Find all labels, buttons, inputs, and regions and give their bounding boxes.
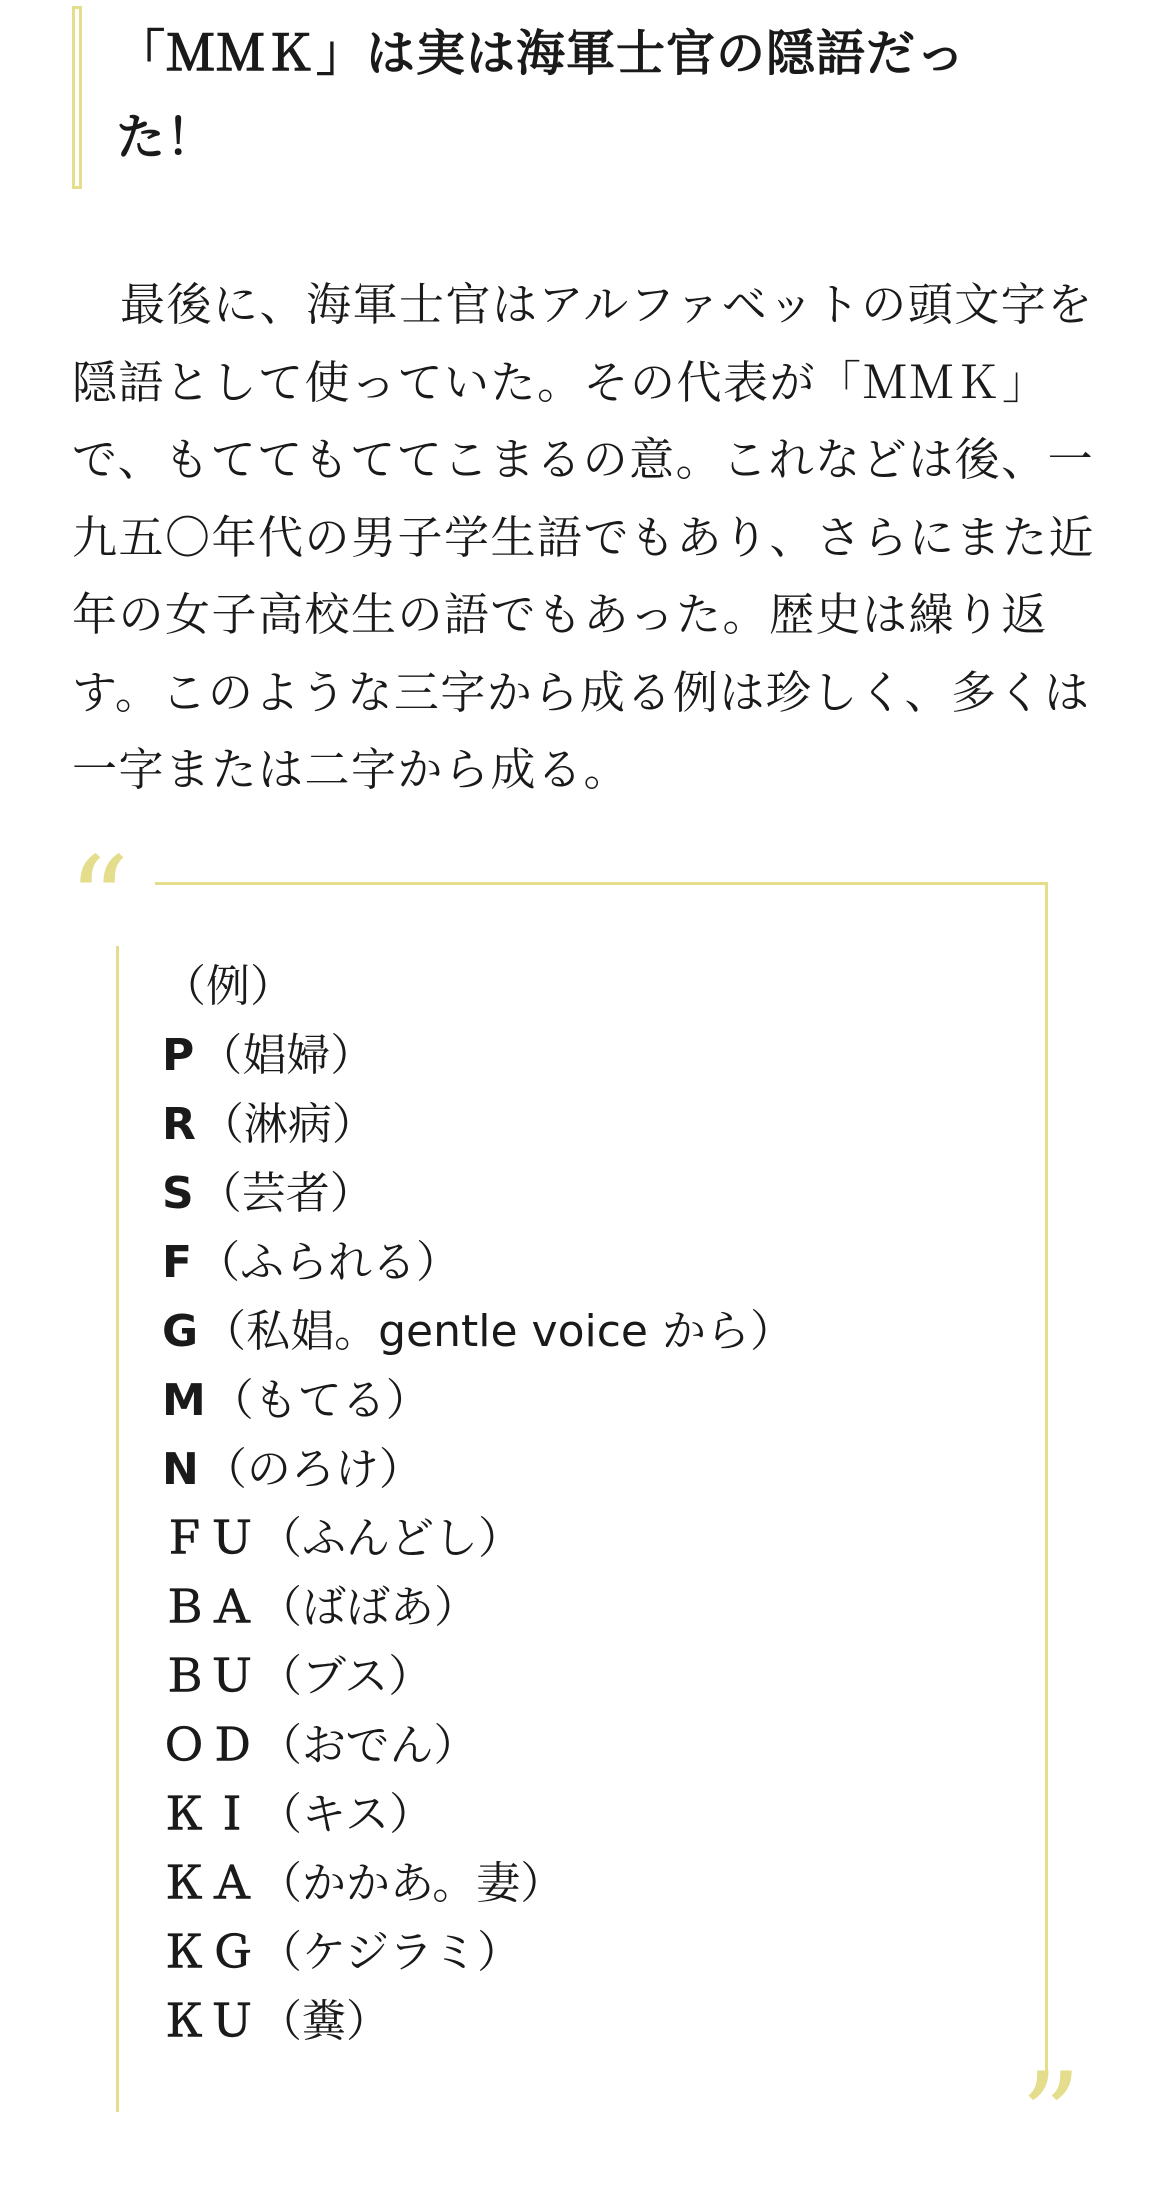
blockquote-border-left — [116, 946, 119, 2112]
list-item-code: S — [162, 1168, 198, 1219]
close-quote-icon: ” — [1020, 2048, 1082, 2187]
list-item — [162, 1987, 794, 2056]
list-item-code: ＫＵ — [162, 1996, 258, 2047]
example-list — [162, 952, 794, 2056]
list-item-code: ＢＡ — [162, 1582, 258, 1633]
section-heading-block — [72, 6, 1072, 189]
list-item-code: R — [162, 1099, 200, 1150]
list-item-code: N — [162, 1444, 203, 1495]
list-item — [162, 1642, 794, 1711]
list-item — [162, 1504, 794, 1573]
list-item-code: ＯＤ — [162, 1720, 258, 1771]
blockquote — [0, 832, 1170, 2187]
list-item-code: F — [162, 1237, 197, 1288]
list-item-meaning: （芸者） — [197, 1168, 374, 1219]
list-item-meaning: （淋病） — [199, 1099, 376, 1150]
list-item-meaning: （ふられる） — [196, 1237, 461, 1288]
list-item — [162, 1366, 794, 1435]
list-item — [162, 1711, 794, 1780]
blockquote-border-top — [155, 882, 1048, 885]
list-item-code: P — [162, 1030, 199, 1081]
list-item-meaning: （ケジラミ） — [258, 1927, 522, 1978]
list-item-code: ＦＵ — [162, 1513, 258, 1564]
list-item — [162, 1090, 794, 1159]
list-item-meaning: （糞） — [258, 1996, 390, 2047]
list-item — [162, 1435, 794, 1504]
list-item-meaning: （私娼。gentle voice から） — [202, 1306, 794, 1357]
blockquote-border-right — [1045, 882, 1048, 2074]
list-item — [162, 1918, 794, 1987]
list-item-code: ＫＡ — [162, 1858, 258, 1909]
list-item-code: G — [162, 1306, 203, 1357]
list-item — [162, 1780, 794, 1849]
list-item-code: ＫＩ — [162, 1789, 258, 1840]
list-item — [162, 1573, 794, 1642]
list-item-meaning: （娼婦） — [198, 1030, 375, 1081]
list-item-code: M — [162, 1375, 210, 1426]
list-item — [162, 1021, 794, 1090]
list-item — [162, 1228, 794, 1297]
list-item-meaning: （キス） — [258, 1789, 434, 1840]
list-item-meaning: （かかあ。妻） — [258, 1858, 565, 1909]
example-list-intro: （例） — [162, 961, 294, 1012]
section-heading: 「ＭＭＫ」は実は海軍士官の隠語だった！ — [116, 25, 967, 166]
list-item-meaning: （ばばあ） — [258, 1582, 478, 1633]
heading-accent-bar — [72, 6, 82, 189]
list-item-meaning: （のろけ） — [202, 1444, 423, 1495]
list-item-code: ＢＵ — [162, 1651, 258, 1702]
open-quote-icon: “ — [68, 832, 130, 971]
list-item — [162, 1159, 794, 1228]
list-item — [162, 1849, 794, 1918]
body-paragraph: 最後に、海軍士官はアルファベットの頭文字を隠語として使っていた。その代表が「ＭＭＫ」で、もててもててこまるの意。これなどは後、一九五〇年代の男子学生語でもあり、さらにまた近年の女子高校生の語でもあった。歴史は繰り返す。このような三字から成る例は珍しく、多くは一字または二字から成る。 — [72, 278, 1096, 796]
list-item — [162, 1297, 794, 1366]
list-item-meaning: （もてる） — [209, 1375, 430, 1426]
list-item-meaning: （ブス） — [258, 1651, 433, 1702]
list-item-meaning: （ふんどし） — [258, 1513, 522, 1564]
list-item-code: ＫＧ — [162, 1927, 258, 1978]
list-item-meaning: （おでん） — [258, 1720, 478, 1771]
